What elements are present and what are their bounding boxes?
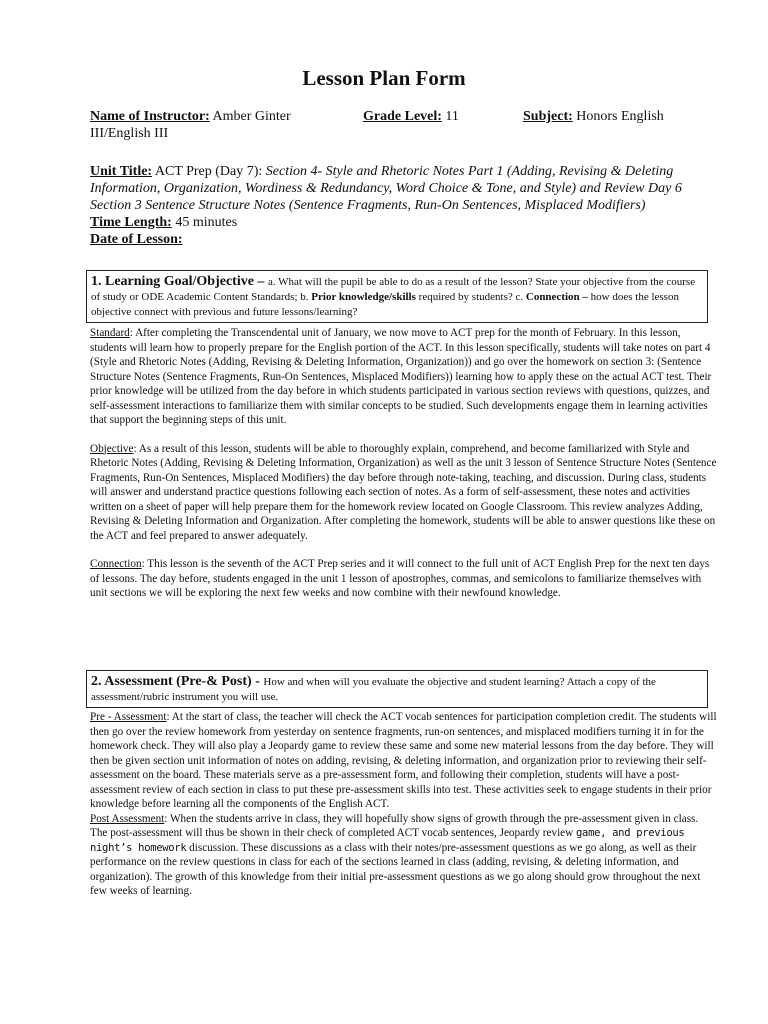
post-assessment-text-2: discussion. These discussions as a class with their notes/pre-assessment questions as we go along, as well as their performance on the review questions in class for each of the sections learned in class (adding, revising, & deleting information, and organization). The growth of this knowledge from their initial pre-assessment questions as we go along should grow throughout the next few weeks of learning. [90, 841, 701, 897]
subject-label: Subject: [523, 109, 573, 124]
time-length-label: Time Length: [90, 215, 172, 230]
pre-assessment-paragraph [90, 710, 718, 812]
post-assessment-handwritten: game, and previous night’s homework [90, 827, 685, 854]
section1-prompt-b: required by students? c. [415, 291, 526, 303]
standard-label: Standard [90, 327, 130, 339]
section2-body [90, 710, 718, 899]
instructor-info [90, 108, 710, 142]
subject-field [523, 108, 664, 125]
pre-assessment-label: Pre - Assessment [90, 711, 167, 723]
grade-label: Grade Level: [363, 109, 442, 124]
section1-heading: 1. Learning Goal/Objective – [91, 274, 268, 289]
unit-title-line [90, 163, 710, 214]
section2-heading: 2. Assessment (Pre-& Post) - [91, 674, 264, 689]
grade-value: 11 [441, 109, 459, 124]
section2-prompt: How and when will you evaluate the objective and student learning? Attach a copy of the assessment/rubric instrument you will use. [91, 676, 656, 703]
time-length-line [90, 214, 710, 231]
post-assessment-paragraph [90, 812, 718, 899]
connection-text: : This lesson is the seventh of the ACT Prep series and it will connect to the full unit of ACT English Prep for the next ten days of lessons. The day before, students engaged in the unit 1 lesson of apostrophes, commas, and semicolons to familiarize themselves with unit sections we will be exploring the next few weeks and now combine with their newfound knowledge. [90, 558, 710, 599]
connection-label: Connection [90, 558, 142, 570]
section1-prompt-c: how does the lesson objective connect with previous and future lessons/learning? [91, 291, 679, 318]
date-of-lesson-line [90, 231, 710, 248]
section1-prompt-c-bold: Connection – [525, 291, 588, 303]
date-of-lesson-label: Date of Lesson: [90, 232, 183, 247]
unit-title-value: Section 4- Style and Rhetoric Notes Part 1 (Adding, Revising & Deleting Information, Organization, Wordiness & Redundancy, Word Choice & Tone, and Style) and Review Day 6 Section 3 Sentence Structure Notes (Sentence Fragments, Run-On Sentences, Misplaced Modifiers) [90, 164, 682, 213]
grade-field [363, 108, 459, 125]
connection-paragraph [90, 557, 718, 601]
section1-header-box [86, 270, 708, 323]
post-assessment-label: Post Assessment [90, 812, 165, 825]
unit-title-prefix: ACT Prep (Day 7): [152, 164, 266, 179]
subject-value: Honors English [572, 109, 664, 124]
page-title: Lesson Plan Form [302, 66, 466, 90]
objective-label: Objective [90, 442, 134, 455]
post-assessment-text-1: : When the students arrive in class, they will hopefully show signs of growth through the pre-assessment given in class. The post-assessment will thus be shown in their check of completed ACT vocab sentences, Jeopardy review [90, 812, 699, 839]
time-length-value: 45 minutes [171, 215, 238, 230]
unit-info [90, 163, 710, 248]
section1-prompt-a: a. What will the pupil be able to do as a result of the lesson? State your objective from the course of study or ODE Academic Content Standards; b. [91, 276, 696, 303]
section1-body [90, 326, 718, 601]
standard-text: : After completing the Transcendental unit of January, we now move to ACT prep for the month of February. In this lesson, students will learn how to properly prepare for the English portion of the ACT. In this lesson specifically, students will take notes on part 4 (Style and Rhetoric Notes (Adding, Revising & Deleting Information, Organization)) and go over the homework on section 3: (Sentence Structure Notes (Sentence Fragments, Run-On Sentences, Misplaced Modifiers)) learning how to apply these on the actual ACT test. Their prior knowledge will be utilized from the day before in which students participated in various section reviews with questions, quizzes, and self-assessment interactions to familiarize them with similar concepts to be studied. Such developments engage them in learning activities that support the beginning steps of this unit. [90, 327, 712, 426]
instructor-label: Name of Instructor: [90, 109, 210, 124]
unit-title-label: Unit Title: [90, 164, 153, 179]
instructor-field [90, 108, 291, 125]
pre-assessment-text: : At the start of class, the teacher will check the ACT vocab sentences for participation completion credit. The students will then go over the review homework from yesterday on sentence fragments, run-on sentences, and misplaced modifiers turning it in for the homework check. They will also play a Jeopardy game to review these same and some new material lessons from the day before. They will then be given section unit information of notes on adding, revising, & deleting information, and organization prior to reviewing their self-assessment on the board. These materials serve as a pre-assessment form, and following their completion, students will have a post-assessment review of each section in class to put these pre-assessment skills into test. These activities seek to engage students in their prior knowledge before learning all the components of the English ACT. [90, 711, 717, 810]
section1-prompt-b-bold: Prior knowledge/skills [311, 291, 416, 303]
section2-header-box [86, 670, 708, 708]
standard-paragraph [90, 326, 718, 428]
subject-continuation: III/English III [90, 126, 169, 141]
objective-paragraph [90, 442, 718, 544]
instructor-value: Amber Ginter [209, 109, 291, 124]
objective-text: : As a result of this lesson, students will be able to thoroughly explain, comprehend, and become familiarized with Style and Rhetoric Notes (Adding, Revising & Deleting Information, Organization) as well as the unit 3 lesson of Sentence Structure Notes (Sentence Fragments, Run-On Sentences, Misplaced Modifiers) the day before through note-taking, teaching, and discussion. During class, students will answer and understand practice questions following each section of notes. As a form of self-assessment, these notes and activities written on a sheet of paper will help prepare them for the homework review located on Google Classroom. This review analyzes Adding, Revising & Deleting Information and Organization. After completing the homework, students will be able to answer questions like these on the ACT and feel prepared to answer adequately. [90, 442, 717, 542]
